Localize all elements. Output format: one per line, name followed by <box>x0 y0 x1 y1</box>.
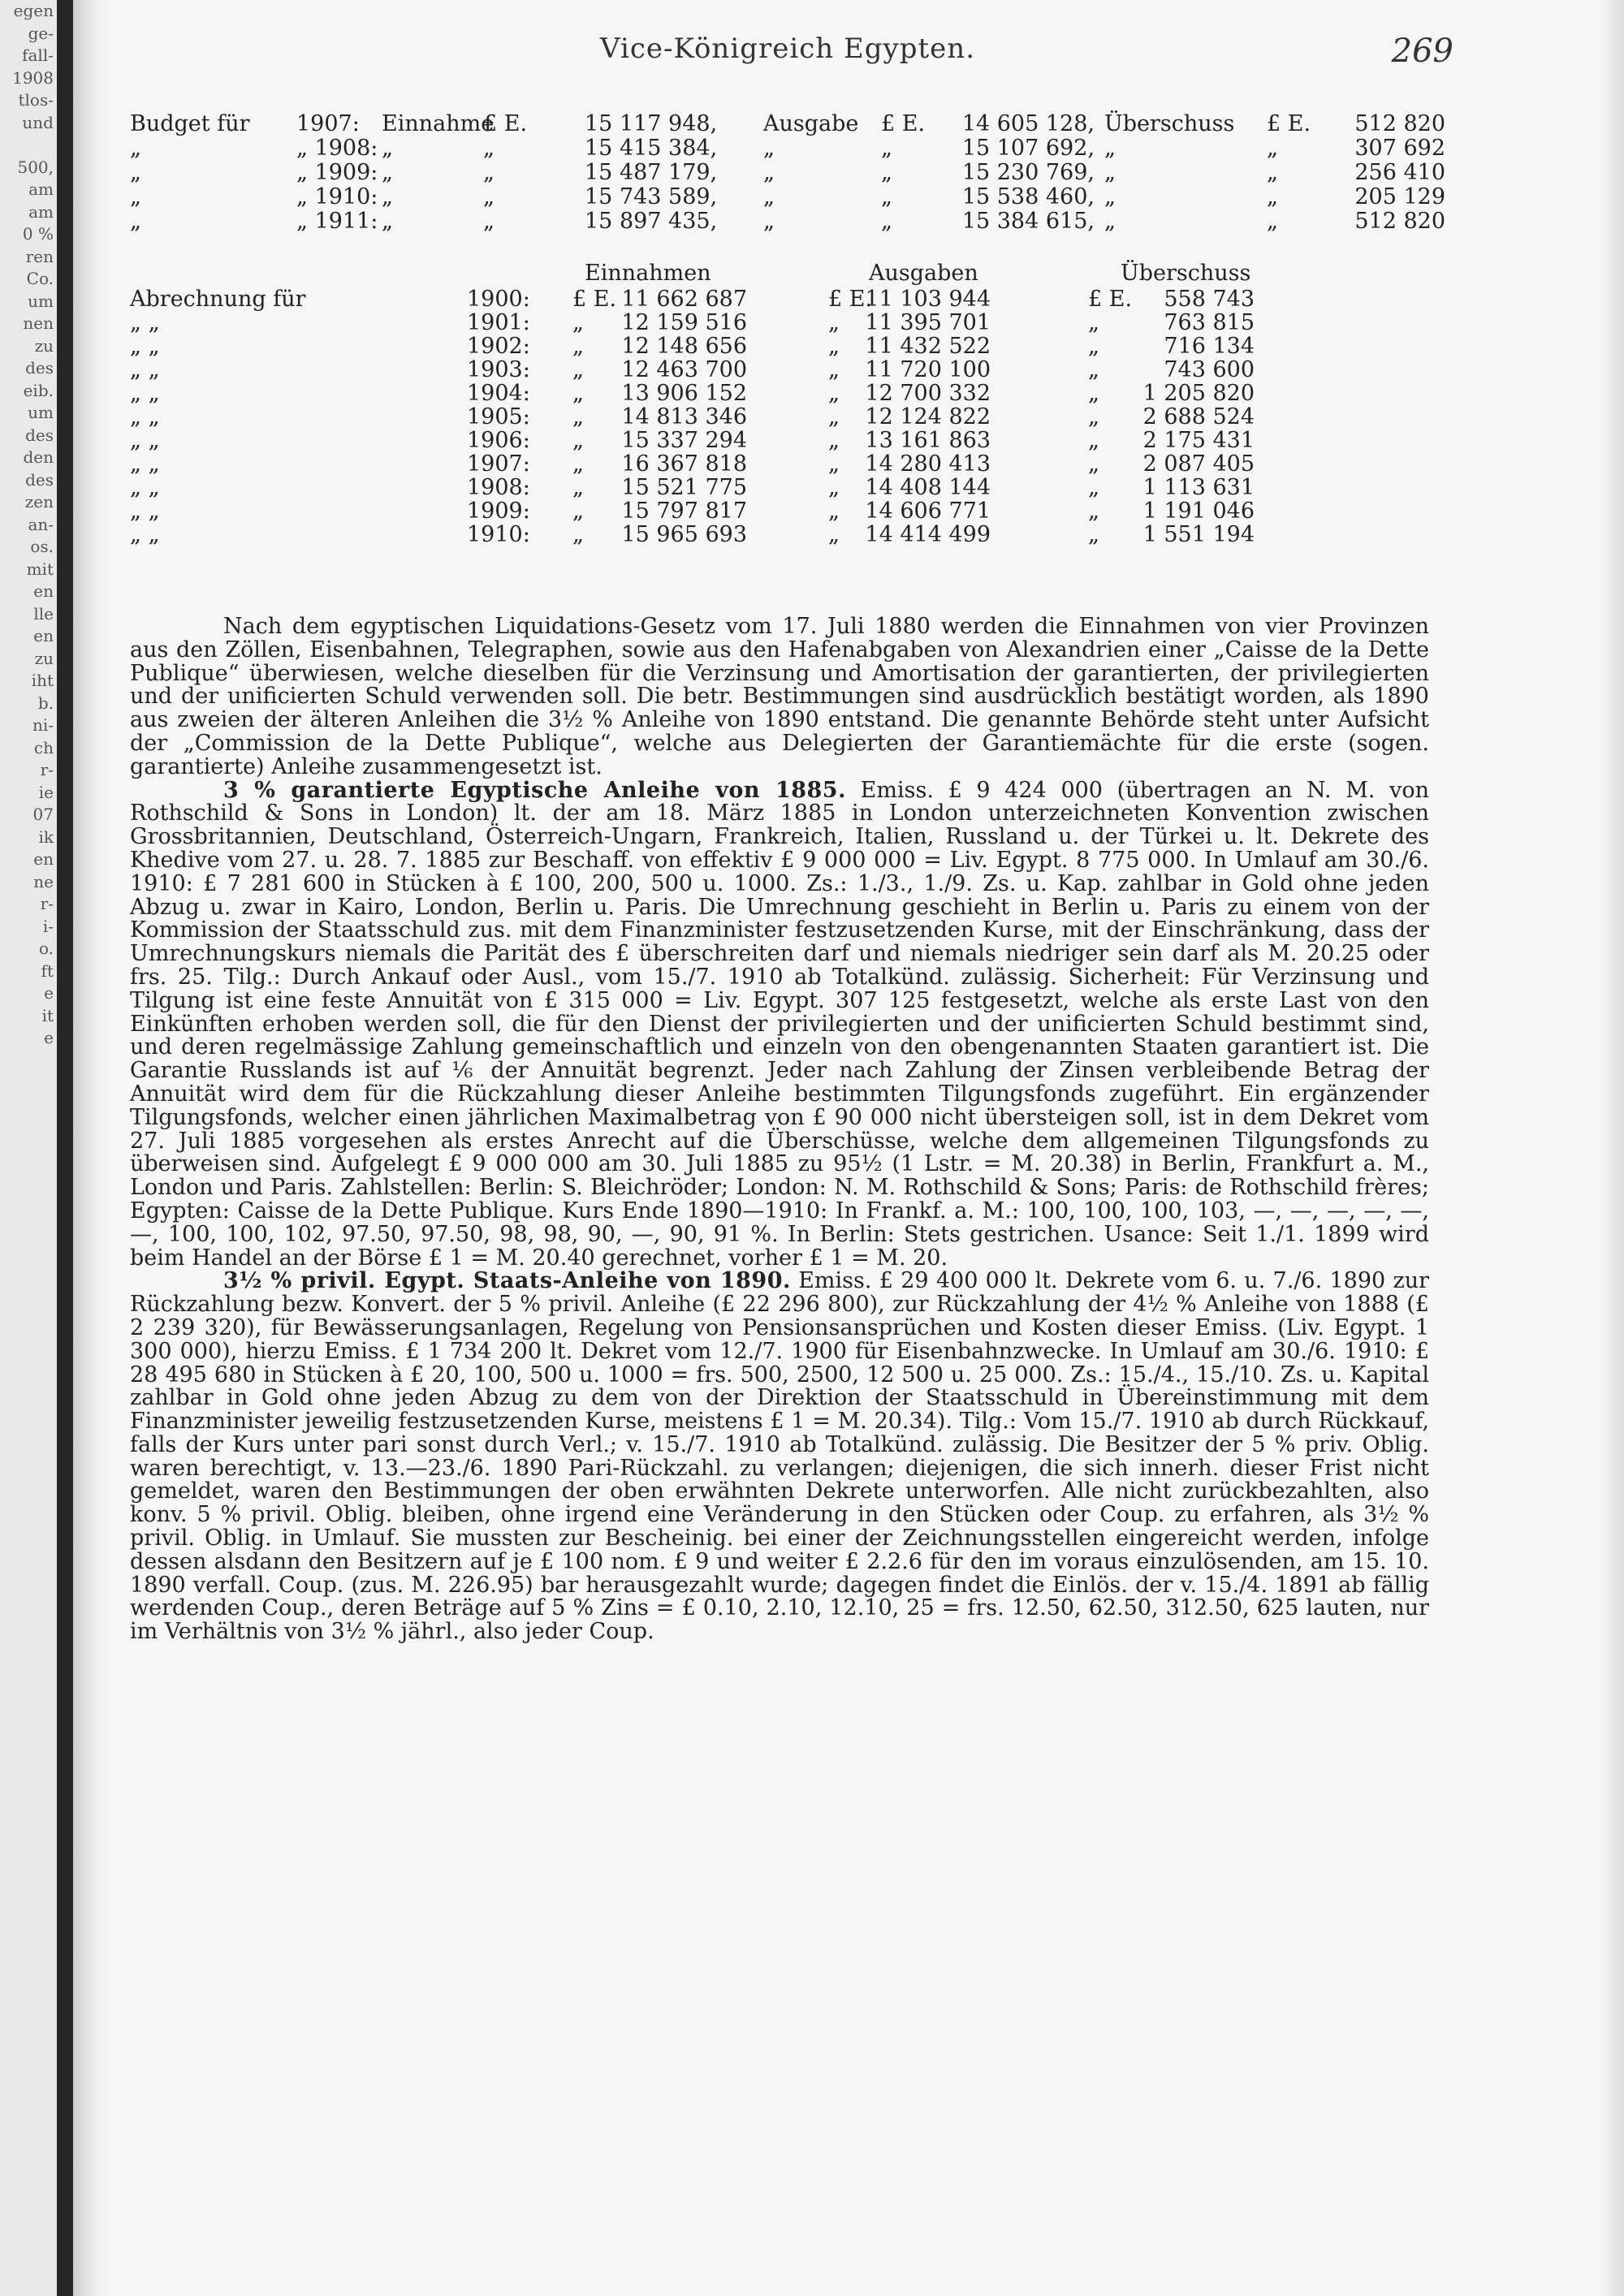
account-ueberschuss-currency: „ <box>1088 498 1099 524</box>
account-einnahmen-currency: „ <box>572 334 584 359</box>
budget-year: „ 1910: <box>296 184 378 209</box>
account-ausgaben-currency: „ <box>828 428 840 453</box>
running-header: Vice-Königreich Egypten. <box>599 32 975 65</box>
margin-fragment: tlos- <box>18 90 54 110</box>
account-year: 1907: <box>467 451 530 477</box>
account-einnahmen-value: 13 906 152 <box>621 381 747 406</box>
account-ueberschuss-value: 2 087 405 <box>1142 451 1255 477</box>
budget-ausgabe-currency: „ <box>881 160 892 185</box>
budget-ausgabe-word: „ <box>763 136 775 161</box>
account-ueberschuss-value: 716 134 <box>1164 334 1255 359</box>
gutter-shadow <box>73 0 112 2296</box>
account-ueberschuss-value: 763 815 <box>1164 310 1255 335</box>
budget-einnahme-currency: „ <box>483 184 495 209</box>
margin-fragment: des <box>25 358 54 378</box>
budget-row <box>130 185 1445 209</box>
account-einnahmen-value: 15 521 775 <box>621 475 747 500</box>
margin-fragment: e <box>44 983 54 1003</box>
margin-fragment: ft <box>41 960 54 981</box>
margin-fragment: i- <box>42 916 54 936</box>
margin-fragment: eib. <box>23 380 54 400</box>
account-ausgaben-value: 13 161 863 <box>865 428 991 453</box>
budget-einnahme-word: „ <box>382 136 393 161</box>
margin-fragment: o. <box>38 939 54 958</box>
paragraph-liquidation-law: Nach dem egyptischen Liquidations-Gesetz vom 17. Juli 1880 werden die Einnahmen von vier Provinzen aus den Zöllen, Eisenbahnen, Telegraphen, sowie aus den Hafenabgaben von Alexandrien einer „Caisse de la Dette Publique“ überwiesen, welche dieselben für die Verzinsung und Amortisation der garantierten, der privilegierten und der unificierten Schuld verwenden soll. Die betr. Bestimmungen sind ausdrücklich bestätigt worden, als 1890 aus zweien der älteren Anleihen die 3½ % Anleihe von 1890 entstand. Die genannte Behörde steht unter Aufsicht der „Commission de la Dette Publique“, welche aus Delegierten der Garantiemächte für die erste (sogen. garantierte) Anleihe zusammengesetzt ist. <box>130 614 1429 779</box>
account-ueberschuss-currency: „ <box>1088 428 1099 453</box>
margin-fragment: an- <box>28 514 54 534</box>
account-ueberschuss-currency: „ <box>1088 310 1099 335</box>
account-einnahmen-currency: „ <box>572 451 584 477</box>
account-ausgaben-value: 12 700 332 <box>865 381 991 406</box>
previous-page-edge <box>0 0 57 2296</box>
header-einnahmen: Einnahmen <box>585 261 711 286</box>
account-einnahmen-value: 15 797 817 <box>621 498 747 524</box>
account-einnahmen-currency: £ E. <box>572 287 617 312</box>
account-einnahmen-value: 16 367 818 <box>621 451 747 477</box>
budget-ueberschuss-value: 512 820 <box>1354 209 1445 234</box>
margin-fragment: r- <box>40 760 54 779</box>
account-ausgaben-value: 12 124 822 <box>865 404 991 429</box>
budget-ausgabe-value: 14 605 128, <box>961 111 1095 136</box>
account-einnahmen-currency: „ <box>572 522 584 547</box>
bond-title-1885: 3 % garantierte Egyptische Anleihe von 1885. <box>223 777 846 803</box>
account-row <box>130 429 1445 452</box>
budget-label: „ <box>130 160 141 185</box>
account-ausgaben-currency: „ <box>828 310 840 335</box>
margin-fragment: fall- <box>22 45 54 65</box>
budget-ueberschuss-word: Überschuss <box>1104 111 1235 136</box>
accounts-rows <box>130 287 1445 546</box>
account-ueberschuss-value: 1 551 194 <box>1142 522 1255 547</box>
margin-fragment: am <box>28 201 54 222</box>
margin-fragment: os. <box>30 537 54 556</box>
account-year: 1902: <box>467 334 530 359</box>
account-row <box>130 358 1445 382</box>
budget-einnahme-word: „ <box>382 209 393 234</box>
budget-year: „ 1909: <box>296 160 378 185</box>
account-row <box>130 452 1445 476</box>
budget-einnahme-value: 15 487 179, <box>585 160 718 185</box>
budget-ausgabe-currency: „ <box>881 136 892 161</box>
budget-ueberschuss-currency: „ <box>1267 184 1278 209</box>
budget-ausgabe-currency: „ <box>881 209 892 234</box>
paragraph-bond-1890 <box>130 1270 1429 1644</box>
budget-ausgabe-value: 15 538 460, <box>961 184 1095 209</box>
budget-table <box>130 112 1445 234</box>
body-text <box>130 615 1429 1644</box>
account-einnahmen-currency: „ <box>572 381 584 406</box>
account-ueberschuss-currency: „ <box>1088 522 1099 547</box>
account-einnahmen-value: 15 965 693 <box>621 522 747 547</box>
margin-fragment: 500, <box>17 157 54 177</box>
budget-label: Budget für <box>130 111 250 136</box>
budget-ueberschuss-word: „ <box>1104 184 1116 209</box>
budget-ueberschuss-word: „ <box>1104 160 1116 185</box>
account-einnahmen-value: 11 662 687 <box>621 287 747 312</box>
budget-einnahme-value: 15 743 589, <box>585 184 718 209</box>
budget-einnahme-value: 15 897 435, <box>585 209 718 234</box>
budget-ausgabe-word: „ <box>763 209 775 234</box>
account-ausgaben-value: 14 408 144 <box>865 475 991 500</box>
margin-fragment: 07 <box>32 805 54 824</box>
margin-fragment: en <box>33 581 54 601</box>
account-label: „ „ <box>130 404 160 429</box>
account-ueberschuss-value: 2 175 431 <box>1142 428 1255 453</box>
margin-fragment: ren <box>25 246 54 266</box>
budget-year: „ 1908: <box>296 136 378 161</box>
margin-fragment: nen <box>23 313 54 333</box>
account-year: 1901: <box>467 310 530 335</box>
account-ausgaben-currency: „ <box>828 334 840 359</box>
account-year: 1909: <box>467 498 530 524</box>
account-ueberschuss-currency: £ E. <box>1088 287 1133 312</box>
account-label: „ „ <box>130 381 160 406</box>
account-ueberschuss-currency: „ <box>1088 451 1099 477</box>
budget-einnahme-currency: „ <box>483 136 495 161</box>
account-einnahmen-value: 15 337 294 <box>621 428 747 453</box>
budget-ausgabe-value: 15 384 615, <box>961 209 1095 234</box>
margin-fragment: ge- <box>28 23 54 43</box>
account-row <box>130 382 1445 405</box>
accounts-table-header <box>130 261 1445 287</box>
page-number: 269 <box>1391 32 1453 70</box>
account-row <box>130 311 1445 334</box>
account-ausgaben-value: 11 720 100 <box>865 357 991 382</box>
margin-fragment: um <box>28 291 54 311</box>
margin-fragment: 0 % <box>22 224 54 244</box>
account-einnahmen-currency: „ <box>572 357 584 382</box>
account-year: 1908: <box>467 475 530 500</box>
book-spine-shadow <box>57 0 73 2296</box>
account-einnahmen-value: 14 813 346 <box>621 404 747 429</box>
margin-fragment: mit <box>26 559 54 579</box>
margin-fragment: 1908 <box>12 67 54 88</box>
margin-fragment: des <box>25 469 54 490</box>
budget-ueberschuss-value: 256 410 <box>1354 160 1445 185</box>
margin-fragment: zu <box>34 335 54 356</box>
account-ausgaben-currency: „ <box>828 522 840 547</box>
budget-ausgabe-value: 15 230 769, <box>961 160 1095 185</box>
margin-fragment: ie <box>38 782 54 802</box>
account-label: „ „ <box>130 498 160 524</box>
margin-fragment <box>0 134 57 157</box>
budget-einnahme-word: „ <box>382 160 393 185</box>
budget-ausgabe-currency: £ E. <box>881 111 926 136</box>
account-label: „ „ <box>130 334 160 359</box>
budget-label: „ <box>130 136 141 161</box>
margin-fragment: r- <box>40 894 54 913</box>
margin-fragment: lle <box>33 603 54 624</box>
account-einnahmen-currency: „ <box>572 310 584 335</box>
account-ausgaben-value: 11 432 522 <box>865 334 991 359</box>
account-ausgaben-currency: „ <box>828 498 840 524</box>
margin-fragment: ne <box>33 871 54 891</box>
budget-label: „ <box>130 184 141 209</box>
account-label: „ „ <box>130 357 160 382</box>
account-einnahmen-value: 12 463 700 <box>621 357 747 382</box>
margin-fragment: e <box>44 1028 54 1047</box>
account-ueberschuss-value: 558 743 <box>1164 287 1255 312</box>
budget-einnahme-value: 15 117 948, <box>585 111 718 136</box>
account-ausgaben-value: 14 606 771 <box>865 498 991 524</box>
header-ueberschuss: Überschuss <box>1121 261 1251 286</box>
account-year: 1906: <box>467 428 530 453</box>
margin-fragment: ch <box>33 737 54 757</box>
budget-year: 1907: <box>296 111 360 136</box>
account-einnahmen-value: 12 148 656 <box>621 334 747 359</box>
budget-ausgabe-word: „ <box>763 184 775 209</box>
margin-fragment: um <box>28 403 54 422</box>
budget-ausgabe-word: „ <box>763 160 775 185</box>
budget-einnahme-currency: „ <box>483 209 495 234</box>
account-year: 1910: <box>467 522 530 547</box>
account-label: „ „ <box>130 522 160 547</box>
bond-text-1885: Emiss. £ 9 424 000 (übertragen an N. M. von Rothschild & Sons in London) lt. der am 18. März 1885 in London unterzeichneten Konvention zwischen Grossbritannien, Deutschland, Österreich-Ungarn, Frankreich, Italien, Russland u. der Türkei u. lt. Dekrete des Khedive vom 27. u. 28. 7. 1885 zur Beschaff. von effektiv £ 9 000 000 = Liv. Egypt. 8 775 000. In Umlauf am 30./6. 1910: £ 7 281 600 in Stücken à £ 100, 200, 500 u. 1000. Zs.: 1./3., 1./9. Zs. u. Kap. zahlbar in Gold ohne jeden Abzug u. zwar in Kairo, London, Berlin u. Paris. Die Umrechnung geschieht in Berlin u. Paris zu einem von der Kommission der Staatsschuld zus. mit dem Finanzminister festzusetzenden Kurse, mit der Einschränkung, dass der Umrechnungskurs niemals die Parität des £ überschreiten darf und niemals niedriger sein darf als M. 20.25 oder frs. 25. Tilg.: Durch Ankauf oder Ausl., vom 15./7. 1910 ab Totalkünd. zulässig. Sicherheit: Für Verzinsung und Tilgung ist eine feste Annuität von £ 315 000 = Liv. Egypt. 307 125 festgesetzt, welche als erste Last von den Einkünften erhoben werden soll, die für den Dienst der privilegierten und der unificierten Schuld bestimmt sind, und deren regelmässige Zahlung gemeinschaftlich und einzeln von den obengenannten Staaten garantiert ist. Die Garantie Russlands ist auf ⅙ der Annuität begrenzt. Jeder nach Zahlung der Zinsen verbleibende Betrag der Annuität wird dem für die Rückzahlung dieser Anleihe bestimmten Tilgungsfonds zugeführt. Ein ergänzender Tilgungsfonds, welcher einen jährlichen Maximalbetrag von £ 90 000 nicht übersteigen soll, ist in dem Dekret vom 27. Juli 1885 vorgesehen als erstes Anrecht auf die Überschüsse, welche dem allgemeinen Tilgungsfonds zu überweisen sind. Aufgelegt £ 9 000 000 am 30. Juli 1885 zu 95½ (1 Lstr. = M. 20.38) in Berlin, Frankfurt a. M., London und Paris. Zahlstellen: Berlin: S. Bleichröder; London: N. M. Rothschild & Sons; Paris: de Rothschild frères; Egypten: Caisse de la Dette Publique. Kurs Ende 1890—1910: In Frankf. a. M.: 100, 100, 100, 103, —, —, —, —, —, —, 100, 100, 102, 97.50, 97.50, 98, 98, 90, —, 90, 91 %. In Berlin: Stets gestrichen. Usance: Seit 1./1. 1899 wird beim Handel an der Börse £ 1 = M. 20.40 gerechnet, vorher £ 1 = M. 20. <box>130 777 1429 1271</box>
page-edge-shadow <box>1600 0 1624 2296</box>
account-ausgaben-currency: £ E. <box>828 287 873 312</box>
account-ueberschuss-value: 1 113 631 <box>1142 475 1255 500</box>
margin-fragment: zu <box>34 648 54 668</box>
margin-fragment: Co. <box>26 269 54 288</box>
account-ausgaben-currency: „ <box>828 381 840 406</box>
account-label: Abrechnung für <box>130 287 306 312</box>
account-ausgaben-currency: „ <box>828 451 840 477</box>
account-einnahmen-currency: „ <box>572 498 584 524</box>
paragraph-bond-1885 <box>130 779 1429 1271</box>
budget-ueberschuss-currency: £ E. <box>1267 111 1311 136</box>
budget-ueberschuss-value: 512 820 <box>1354 111 1445 136</box>
margin-fragment: it <box>41 1005 54 1025</box>
account-ueberschuss-value: 2 688 524 <box>1142 404 1255 429</box>
budget-year: „ 1911: <box>296 209 378 234</box>
account-row <box>130 287 1445 311</box>
account-ueberschuss-currency: „ <box>1088 404 1099 429</box>
margin-fragment: iht <box>31 671 54 690</box>
budget-row <box>130 161 1445 185</box>
budget-ueberschuss-word: „ <box>1104 136 1116 161</box>
account-ueberschuss-currency: „ <box>1088 334 1099 359</box>
account-year: 1903: <box>467 357 530 382</box>
account-year: 1900: <box>467 287 530 312</box>
budget-ueberschuss-word: „ <box>1104 209 1116 234</box>
account-label: „ „ <box>130 428 160 453</box>
margin-fragment: ni- <box>32 715 54 735</box>
budget-einnahme-word: „ <box>382 184 393 209</box>
account-ausgaben-currency: „ <box>828 357 840 382</box>
account-row <box>130 334 1445 358</box>
margin-fragment: zen <box>24 492 54 511</box>
account-year: 1905: <box>467 404 530 429</box>
budget-einnahme-currency: „ <box>483 160 495 185</box>
account-ausgaben-value: 14 280 413 <box>865 451 991 477</box>
budget-row <box>130 209 1445 234</box>
budget-ueberschuss-currency: „ <box>1267 136 1278 161</box>
budget-ueberschuss-value: 205 129 <box>1354 184 1445 209</box>
budget-label: „ <box>130 209 141 234</box>
margin-fragment: en <box>33 626 54 645</box>
account-einnahmen-value: 12 159 516 <box>621 310 747 335</box>
account-ueberschuss-currency: „ <box>1088 475 1099 500</box>
account-row <box>130 523 1445 546</box>
account-ausgaben-currency: „ <box>828 475 840 500</box>
account-ausgaben-value: 11 395 701 <box>865 310 991 335</box>
account-ueberschuss-currency: „ <box>1088 357 1099 382</box>
account-einnahmen-currency: „ <box>572 475 584 500</box>
budget-ueberschuss-currency: „ <box>1267 209 1278 234</box>
margin-fragment: des <box>25 425 54 445</box>
budget-ausgabe-currency: „ <box>881 184 892 209</box>
account-ueberschuss-value: 1 205 820 <box>1142 381 1255 406</box>
account-ueberschuss-value: 743 600 <box>1164 357 1255 382</box>
margin-fragment: den <box>23 447 54 467</box>
budget-ueberschuss-value: 307 692 <box>1354 136 1445 161</box>
margin-fragment: egen <box>13 1 54 20</box>
bond-text-1890: Emiss. £ 29 400 000 lt. Dekrete vom 6. u. 7./6. 1890 zur Rückzahlung bezw. Konvert. der 5 % privil. Anleihe (£ 22 296 800), zur Rückzahlung der 4½ % Anleihe von 1888 (£ 2 239 320), für Bewässerungsanlagen, Regelung von Pensionsansprüchen und Kosten dieser Emiss. (Liv. Egypt. 1 300 000), hierzu Emiss. £ 1 734 200 lt. Dekret vom 12./7. 1900 für Eisenbahnzwecke. In Umlauf am 30./6. 1910: £ 28 495 680 in Stücken à £ 20, 100, 500 u. 1000 = frs. 500, 2500, 12 500 u. 25 000. Zs.: 15./4., 15./10. Zs. u. Kapital zahlbar in Gold ohne jeden Abzug zu dem von der Direktion der Staatsschuld in Übereinstimmung mit dem Finanzminister jeweilig festzusetzenden Kurse, meistens £ 1 = M. 20.34). Tilg.: Vom 15./7. 1910 ab durch Rückkauf, falls der Kurs unter pari sonst durch Verl.; v. 15./7. 1910 ab Totalkünd. zulässig. Die Besitzer der 5 % priv. Oblig. waren berechtigt, v. 13.—23./6. 1890 Pari-Rückzahl. zu verlangen; diejenigen, die sich innerh. dieser Frist nicht gemeldet, waren den Bestimmungen der oben erwähnten Dekrete unterworfen. Alle nicht zurückbezahlten, also konv. 5 % privil. Oblig. bleiben, ohne irgend eine Veränderung in den Stücken oder Coup. zu erfahren, als 3½ % privil. Oblig. in Umlauf. Sie mussten zur Bescheinig. bei einer der Zeichnungsstellen eingereicht werden, infolge dessen alsdann den Besitzern auf je £ 100 nom. £ 9 und weiter £ 2.2.6 für den im voraus einzulösenden, am 15. 10. 1890 verfall. Coup. (zus. M. 226.95) bar herausgezahlt wurde; dagegen findet die Einlös. der v. 15./4. 1891 ab fällig werdenden Coup., deren Beträge auf 5 % Zins = £ 0.10, 2.10, 12.10, 25 = frs. 12.50, 62.50, 312.50, 625 lauten, nur im Verhältnis von 3½ % jährl., also jeder Coup. <box>130 1268 1429 1645</box>
account-row <box>130 405 1445 429</box>
margin-fragment: ik <box>38 826 54 847</box>
margin-fragment: b. <box>37 693 54 713</box>
account-ausgaben-currency: „ <box>828 404 840 429</box>
account-ueberschuss-currency: „ <box>1088 381 1099 406</box>
account-year: 1904: <box>467 381 530 406</box>
budget-ausgabe-value: 15 107 692, <box>961 136 1095 161</box>
budget-ausgabe-word: Ausgabe <box>763 111 859 136</box>
bond-title-1890: 3½ % privil. Egypt. Staats-Anleihe von 1890. <box>223 1268 791 1294</box>
account-einnahmen-currency: „ <box>572 428 584 453</box>
account-ueberschuss-value: 1 191 046 <box>1142 498 1255 524</box>
margin-fragment: am <box>28 179 54 199</box>
budget-ueberschuss-currency: „ <box>1267 160 1278 185</box>
budget-einnahme-currency: £ E. <box>483 111 528 136</box>
accounts-table <box>130 261 1445 546</box>
account-row <box>130 499 1445 523</box>
account-label: „ „ <box>130 475 160 500</box>
account-row <box>130 476 1445 499</box>
budget-row <box>130 112 1445 136</box>
budget-einnahme-word: Einnahme <box>382 111 495 136</box>
account-einnahmen-currency: „ <box>572 404 584 429</box>
margin-fragment: und <box>22 112 54 132</box>
header-ausgaben: Ausgaben <box>869 261 978 286</box>
budget-einnahme-value: 15 415 384, <box>585 136 718 161</box>
account-label: „ „ <box>130 310 160 335</box>
budget-row <box>130 136 1445 161</box>
account-ausgaben-value: 11 103 944 <box>865 287 991 312</box>
margin-fragment: en <box>33 849 54 869</box>
account-label: „ „ <box>130 451 160 477</box>
account-ausgaben-value: 14 414 499 <box>865 522 991 547</box>
